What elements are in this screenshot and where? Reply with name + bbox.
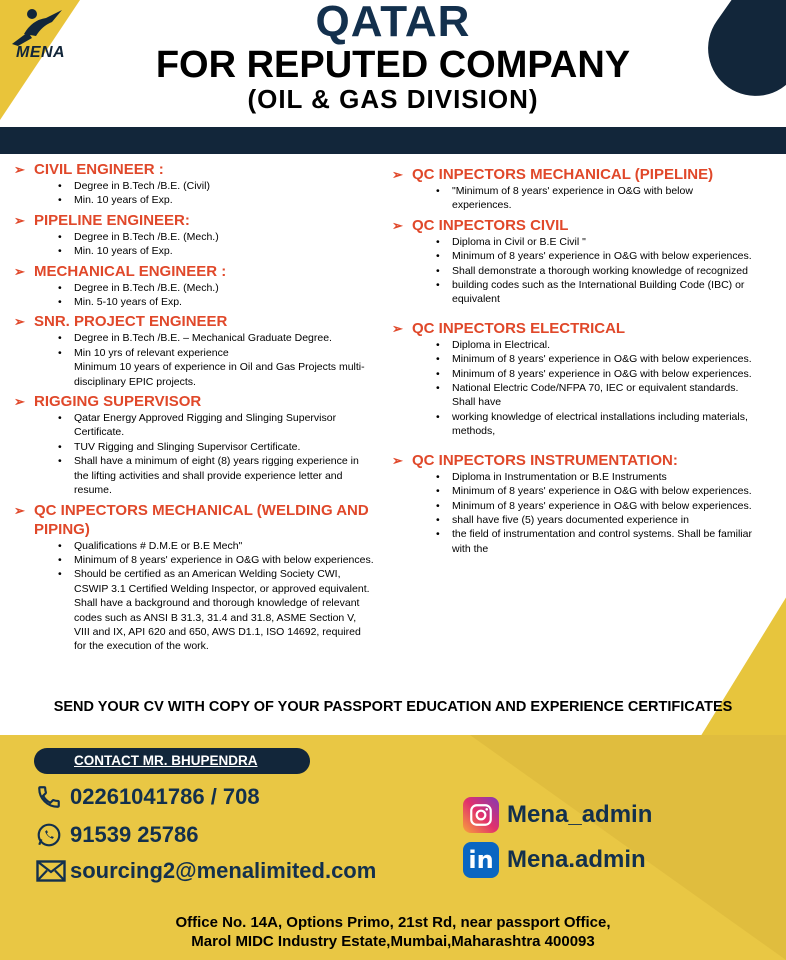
- requirement-text: Shall demonstrate a thorough working knowledge of recognized: [452, 264, 748, 277]
- requirement-text: TUV Rigging and Slinging Supervisor Certificate.: [74, 440, 301, 453]
- bullet-dot-icon: •: [58, 539, 62, 552]
- job-title-text: CIVIL ENGINEER :: [34, 161, 164, 178]
- job-block: [14, 312, 374, 389]
- requirement-item: [436, 367, 752, 381]
- requirement-text: Diploma in Instrumentation or B.E Instruments: [452, 470, 667, 483]
- bullet-dot-icon: •: [436, 353, 440, 366]
- division-title: (OIL & GAS DIVISION): [247, 84, 539, 114]
- requirement-text: Min 10 yrs of relevant experience: [74, 346, 229, 359]
- job-block: [14, 160, 374, 208]
- office-address: [0, 913, 786, 951]
- requirement-list: [58, 179, 374, 208]
- arrow-bullet-icon: ➢: [392, 167, 403, 182]
- job-block: [392, 216, 752, 307]
- requirement-list: [436, 470, 752, 556]
- job-title: [14, 262, 374, 281]
- requirement-text: "Minimum of 8 years' experience in O&G with below experiences.: [452, 185, 693, 212]
- requirement-item: [58, 295, 374, 309]
- requirement-text: Min. 5-10 years of Exp.: [74, 296, 182, 309]
- whatsapp-row[interactable]: [36, 822, 198, 848]
- job-block: [14, 211, 374, 259]
- requirement-text: Degree in B.Tech /B.E. (Mech.): [74, 281, 219, 294]
- bullet-dot-icon: •: [436, 185, 440, 197]
- requirement-item: [436, 484, 752, 498]
- right-job-column: [392, 165, 752, 559]
- requirement-text: Diploma in Electrical.: [452, 338, 551, 351]
- requirement-item: [58, 411, 374, 440]
- requirement-text: Diploma in Civil or B.E Civil ": [452, 235, 586, 248]
- send-cv-instruction: SEND YOUR CV WITH COPY OF YOUR PASSPORT EDUCATION AND EXPERIENCE CERTIFICATES: [53, 699, 733, 715]
- instagram-row[interactable]: [463, 797, 652, 833]
- requirement-item: [58, 193, 374, 207]
- requirement-text: shall have five (5) years documented experience in: [452, 513, 689, 526]
- requirement-text: Should be certified as an American Welding Society CWI, CSWIP 3.1 Certified Welding Inspector, or approved equivalent. Shall have a background and thorough knowledge of relevant codes such as ANSI B 31.3, 31.4 and 31.8, ASME Section V, VIII and IX, API 620 and 650, AWS D1.1, ISO 14692, required for the execution of the work.: [74, 568, 370, 653]
- contact-label: CONTACT MR. BHUPENDRA: [34, 748, 310, 774]
- job-title: [14, 392, 374, 411]
- requirement-list: [436, 184, 752, 213]
- requirement-list: [58, 411, 374, 497]
- job-block: [14, 262, 374, 310]
- bullet-dot-icon: •: [436, 367, 440, 380]
- requirement-item: [58, 553, 374, 567]
- bullet-dot-icon: •: [436, 470, 440, 483]
- email-address: sourcing2@menalimited.com: [70, 858, 377, 883]
- bullet-dot-icon: •: [436, 279, 440, 292]
- requirement-list: [58, 230, 374, 259]
- job-title: [392, 451, 752, 470]
- mail-icon: [36, 860, 70, 882]
- requirement-text: Minimum of 8 years' experience in O&G with below experiences.: [74, 553, 374, 566]
- whatsapp-icon: [36, 822, 70, 848]
- bullet-dot-icon: •: [58, 412, 62, 425]
- bullet-dot-icon: •: [58, 332, 62, 345]
- requirement-list: [436, 338, 752, 439]
- job-block: [392, 319, 752, 439]
- job-title-text: SNR. PROJECT ENGINEER: [34, 313, 228, 331]
- job-block: [14, 392, 374, 497]
- job-title-text: RIGGING SUPERVISOR: [34, 393, 202, 411]
- phone-row[interactable]: [36, 784, 260, 810]
- bullet-dot-icon: •: [58, 440, 62, 453]
- job-title: [392, 319, 752, 338]
- bullet-dot-icon: •: [436, 528, 440, 541]
- linkedin-row[interactable]: [463, 842, 646, 878]
- header-divider-band: [0, 127, 786, 154]
- job-title-text: QC INPECTORS INSTRUMENTATION:: [412, 451, 678, 469]
- bullet-dot-icon: •: [436, 382, 440, 395]
- requirement-item: [436, 235, 752, 249]
- requirement-text: Degree in B.Tech /B.E. (Civil): [74, 180, 210, 192]
- requirement-item: [58, 244, 374, 258]
- linkedin-icon: in: [463, 842, 499, 878]
- bullet-dot-icon: •: [58, 194, 62, 207]
- requirement-item: [436, 249, 752, 263]
- job-block: [14, 501, 374, 654]
- job-title: [14, 211, 374, 230]
- arrow-bullet-icon: ➢: [14, 162, 25, 177]
- requirement-list: [58, 281, 374, 310]
- country-title: QATAR: [315, 0, 471, 46]
- job-title: [14, 312, 374, 331]
- requirement-text: Minimum of 8 years' experience in O&G with below experiences.: [452, 367, 752, 380]
- requirement-item: [58, 454, 374, 497]
- job-block: [392, 165, 752, 213]
- bullet-dot-icon: •: [58, 455, 62, 468]
- bullet-dot-icon: •: [58, 568, 62, 581]
- job-title-text: MECHANICAL ENGINEER :: [34, 262, 227, 280]
- whatsapp-number: 91539 25786: [70, 822, 199, 847]
- requirement-extra: Minimum 10 years of experience in Oil and Gas Projects multi-disciplinary EPIC projects.: [74, 361, 365, 388]
- requirement-text: Degree in B.Tech /B.E. (Mech.): [74, 230, 219, 243]
- requirement-text: working knowledge of electrical installations including materials, methods,: [452, 410, 748, 438]
- requirement-list: [58, 331, 374, 360]
- phone-number: 02261041786 / 708: [70, 784, 260, 809]
- instagram-handle: Mena_admin: [507, 801, 653, 828]
- left-job-column: [14, 160, 374, 657]
- requirement-item: [436, 499, 752, 513]
- requirement-item: [436, 264, 752, 278]
- requirement-item: [436, 513, 752, 527]
- arrow-bullet-icon: ➢: [14, 394, 25, 410]
- requirement-text: Minimum of 8 years' experience in O&G with below experiences.: [452, 499, 752, 512]
- job-title-text: QC INPECTORS MECHANICAL (WELDING AND PIPING): [34, 501, 369, 538]
- bullet-dot-icon: •: [58, 230, 62, 243]
- requirement-item: [436, 527, 752, 556]
- bullet-dot-icon: •: [436, 235, 440, 248]
- bullet-dot-icon: •: [436, 338, 440, 351]
- address-line-2: Marol MIDC Industry Estate,Mumbai,Maharashtra 400093: [191, 933, 595, 950]
- requirement-text: Minimum of 8 years' experience in O&G with below experiences.: [452, 485, 752, 498]
- bullet-dot-icon: •: [436, 250, 440, 263]
- job-title-text: QC INPECTORS MECHANICAL (PIPELINE): [412, 166, 714, 183]
- address-line-1: Office No. 14A, Options Primo, 21st Rd, near passport Office,: [175, 914, 611, 931]
- requirement-item: [58, 346, 374, 360]
- job-title: [14, 501, 374, 539]
- arrow-bullet-icon: ➢: [392, 452, 403, 468]
- requirement-list: [436, 235, 752, 307]
- job-title: [14, 160, 374, 179]
- requirement-text: National Electric Code/NFPA 70, IEC or equivalent standards. Shall have: [452, 382, 739, 409]
- requirement-item: [58, 331, 374, 345]
- requirement-item: [58, 230, 374, 244]
- arrow-bullet-icon: ➢: [14, 502, 25, 518]
- requirement-item: [58, 440, 374, 454]
- bullet-dot-icon: •: [436, 264, 440, 277]
- arrow-bullet-icon: ➢: [392, 320, 403, 336]
- email-row[interactable]: [36, 858, 376, 884]
- job-title: [392, 165, 752, 184]
- requirement-text: Min. 10 years of Exp.: [74, 194, 173, 207]
- requirement-text: Degree in B.Tech /B.E. – Mechanical Graduate Degree.: [74, 332, 332, 345]
- job-title-text: PIPELINE ENGINEER:: [34, 211, 190, 229]
- requirement-text: Minimum of 8 years' experience in O&G with below experiences.: [452, 353, 752, 366]
- bullet-dot-icon: •: [58, 296, 62, 309]
- requirement-item: [58, 179, 374, 193]
- requirement-item: [436, 410, 752, 439]
- job-title: [392, 216, 752, 235]
- bullet-dot-icon: •: [436, 485, 440, 498]
- brand-name: MENA: [16, 44, 66, 61]
- job-block: [392, 451, 752, 556]
- requirement-item: [436, 381, 752, 410]
- arrow-bullet-icon: ➢: [14, 212, 25, 228]
- job-title-text: QC INPECTORS ELECTRICAL: [412, 319, 626, 337]
- arrow-bullet-icon: ➢: [392, 217, 403, 233]
- company-title: FOR REPUTED COMPANY: [155, 44, 631, 86]
- job-title-text: QC INPECTORS CIVIL: [412, 216, 569, 234]
- bullet-dot-icon: •: [58, 245, 62, 258]
- requirement-item: [436, 184, 752, 213]
- requirement-text: Qualifications # D.M.E or B.E Mech": [74, 539, 243, 552]
- requirement-item: [58, 539, 374, 553]
- requirement-item: [436, 338, 752, 352]
- bullet-dot-icon: •: [58, 180, 62, 192]
- requirement-text: building codes such as the International Building Code (IBC) or equivalent: [452, 279, 745, 306]
- phone-icon: [36, 784, 70, 810]
- requirement-text: the field of instrumentation and control systems. Shall be familiar with the: [452, 528, 752, 555]
- requirement-item: [58, 567, 374, 653]
- linkedin-handle: Mena.admin: [507, 846, 646, 873]
- requirement-text: Min. 10 years of Exp.: [74, 245, 173, 258]
- requirement-text: Qatar Energy Approved Rigging and Slinging Supervisor Certificate.: [74, 412, 337, 439]
- bullet-dot-icon: •: [58, 553, 62, 566]
- requirement-text: Minimum of 8 years' experience in O&G with below experiences.: [452, 250, 752, 263]
- requirement-text: Shall have a minimum of eight (8) years rigging experience in the lifting activities and shall provide experience letter and resume.: [74, 455, 359, 497]
- requirement-list: [58, 539, 374, 654]
- arrow-bullet-icon: ➢: [14, 263, 25, 279]
- requirement-item: [436, 278, 752, 307]
- bullet-dot-icon: •: [436, 513, 440, 526]
- requirement-item: [436, 470, 752, 484]
- bullet-dot-icon: •: [436, 499, 440, 512]
- arrow-bullet-icon: ➢: [14, 314, 25, 330]
- instagram-icon: [463, 797, 499, 833]
- bullet-dot-icon: •: [58, 281, 62, 294]
- requirement-item: [436, 352, 752, 366]
- requirement-item: [58, 281, 374, 295]
- bullet-dot-icon: •: [436, 410, 440, 423]
- bullet-dot-icon: •: [58, 346, 62, 359]
